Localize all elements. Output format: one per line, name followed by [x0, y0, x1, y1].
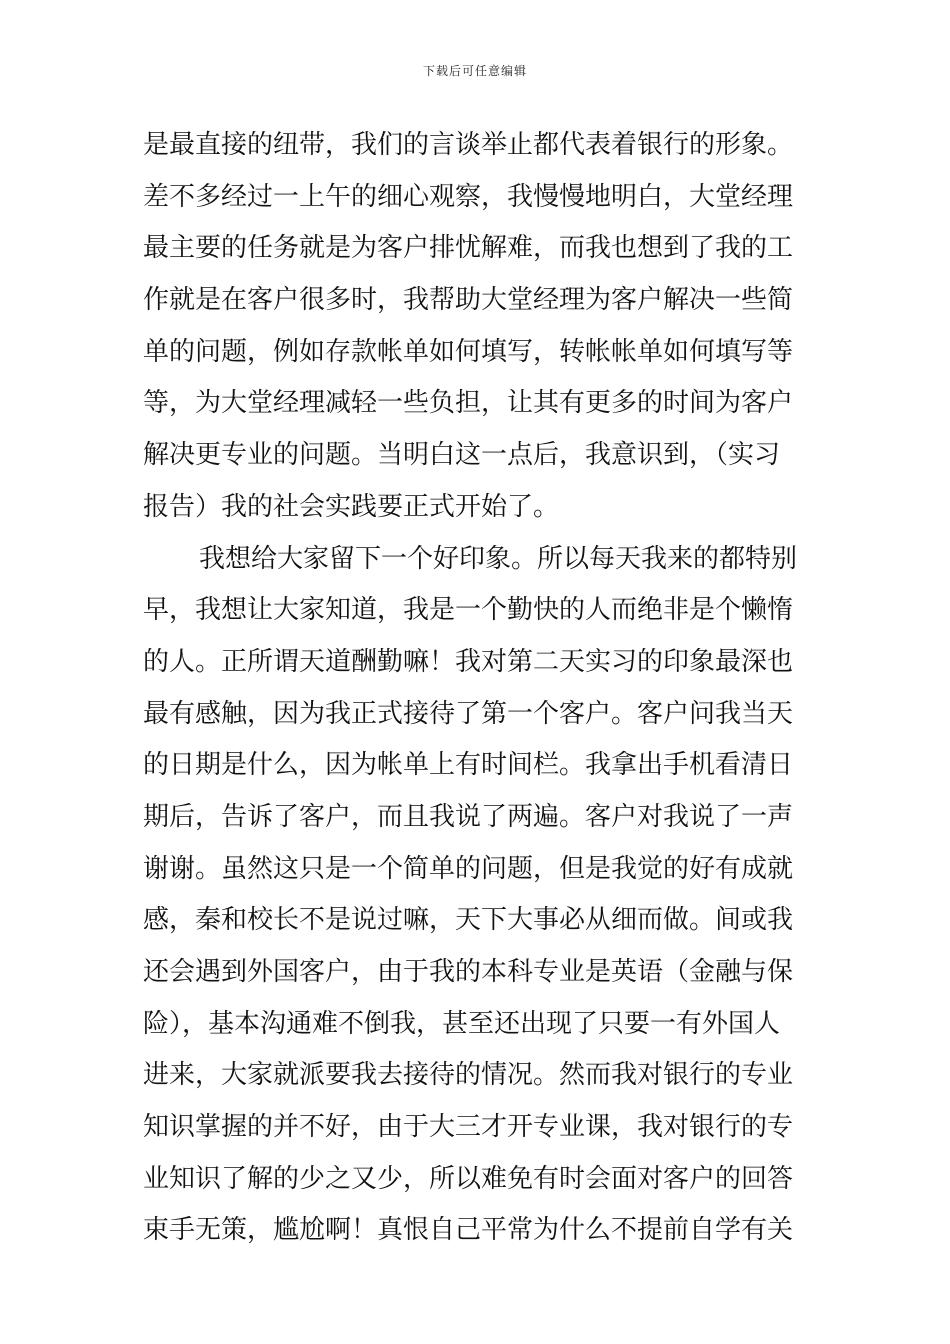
paragraph — [143, 120, 808, 534]
text-line: 最有感触，因为我正式接待了第一个客户。客户问我当天 — [143, 698, 794, 729]
paragraph — [143, 534, 808, 1258]
text-line: 感，秦和校长不是说过嘛，天下大事必从细而做。间或我 — [143, 905, 794, 936]
text-line: 差不多经过一上午的细心观察，我慢慢地明白，大堂经理 — [143, 181, 794, 212]
text-line: 报告）我的社会实践要正式开始了。 — [143, 491, 560, 522]
text-line: 险），基本沟通难不倒我，甚至还出现了只要一有外国人 — [143, 1008, 781, 1039]
text-line: 的人。正所谓天道酬勤嘛！我对第二天实习的印象最深也 — [143, 646, 794, 677]
text-line: 束手无策，尴尬啊！真恨自己平常为什么不提前自学有关 — [143, 1215, 794, 1246]
text-line: 单的问题，例如存款帐单如何填写，转帐帐单如何填写等 — [143, 336, 794, 367]
text-line: 还会遇到外国客户，由于我的本科专业是英语（金融与保 — [143, 957, 794, 987]
text-line: 谢谢。虽然这只是一个简单的问题，但是我觉的好有成就 — [143, 853, 794, 884]
text-line: 作就是在客户很多时，我帮助大堂经理为客户解决一些简 — [143, 285, 794, 316]
text-line: 等，为大堂经理减轻一些负担，让其有更多的时间为客户 — [143, 388, 794, 419]
text-line: 解决更专业的问题。当明白这一点后，我意识到，（实习 — [143, 440, 781, 471]
text-line: 知识掌握的并不好，由于大三才开专业课，我对银行的专 — [143, 1112, 794, 1143]
page-header: 下载后可任意编辑 — [422, 64, 527, 78]
text-line: 业知识了解的少之又少，所以难免有时会面对客户的回答 — [143, 1163, 794, 1194]
text-line: 进来，大家就派要我去接待的情况。然而我对银行的专业 — [143, 1060, 794, 1091]
document-body — [143, 120, 808, 1257]
text-line: 是最直接的纽带，我们的言谈举止都代表着银行的形象。 — [143, 130, 794, 160]
text-line: 最主要的任务就是为客户排忧解难，而我也想到了我的工 — [143, 233, 794, 264]
text-line: 期后，告诉了客户，而且我说了两遍。客户对我说了一声 — [143, 801, 794, 832]
text-line: 我想给大家留下一个好印象。所以每天我来的都特别 — [199, 543, 798, 574]
text-line: 早，我想让大家知道，我是一个勤快的人而绝非是个懒惰 — [143, 595, 794, 626]
text-line: 的日期是什么，因为帐单上有时间栏。我拿出手机看清日 — [143, 750, 794, 781]
